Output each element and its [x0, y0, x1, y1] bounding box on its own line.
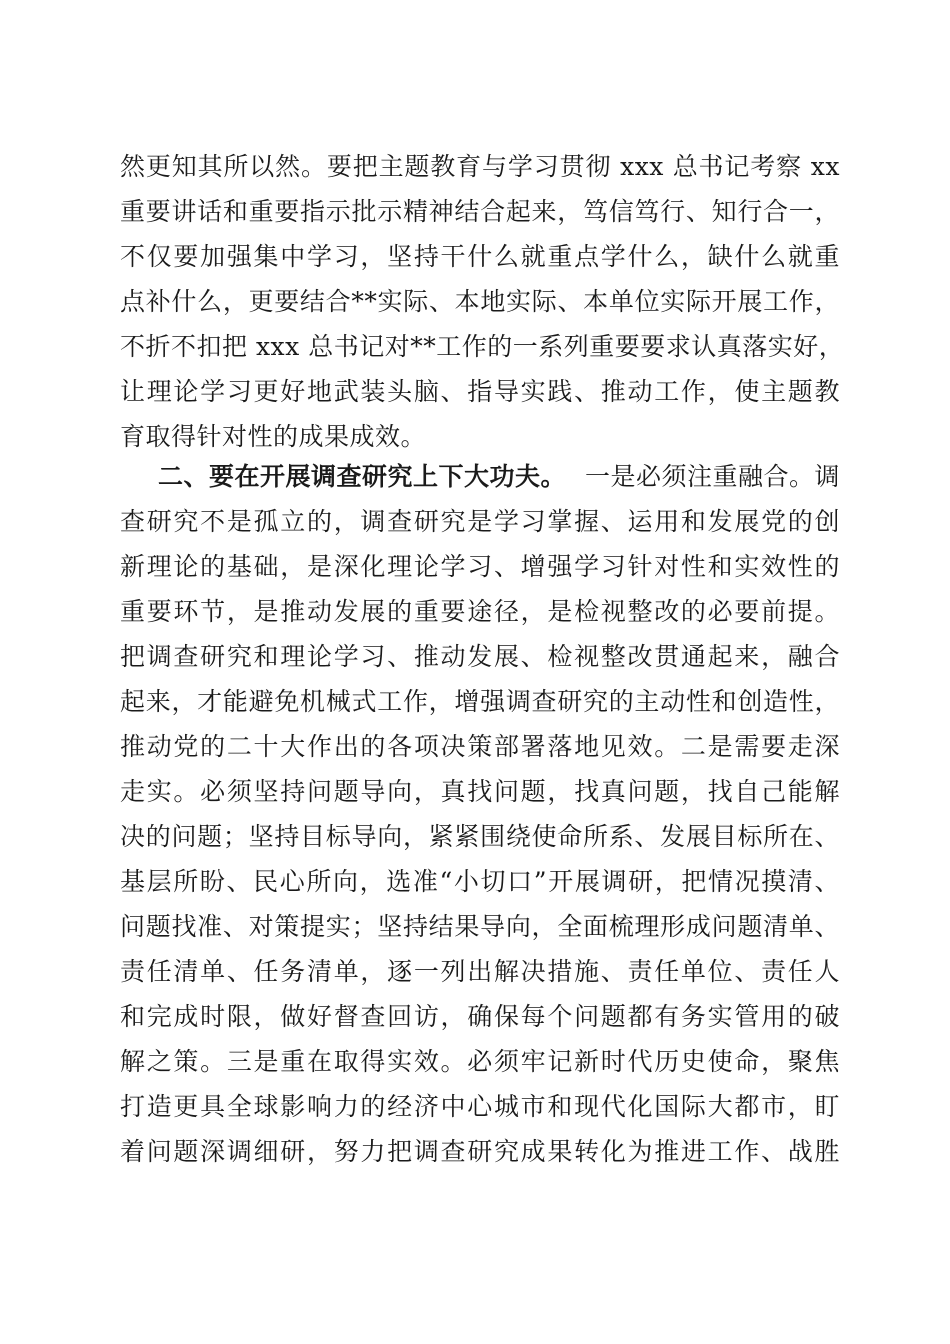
paragraph-2-first-line	[158, 457, 840, 497]
paragraph-2-line-6: 起来，才能避免机械式工作，增强调查研究的主动性和创造性，	[120, 687, 840, 716]
section-heading: 二、要在开展调查研究上下大功夫。	[158, 462, 567, 491]
paragraph-2-line-3: 新理论的基础，是深化理论学习、增强学习针对性和实效性的	[120, 552, 840, 581]
paragraph-2-line-10: 基层所盼、民心所向，选准“小切口”开展调研，把情况摸清、	[120, 867, 840, 896]
paragraph-1-line-2: 重要讲话和重要指示批示精神结合起来，笃信笃行、知行合一，	[120, 197, 840, 226]
paragraph-1-line-6: 让理论学习更好地武装头脑、指导实践、推动工作，使主题教	[120, 377, 840, 406]
paragraph-1-line-5: 不折不扣把 xxx 总书记对**工作的一系列重要要求认真落实好，	[120, 332, 845, 361]
paragraph-1-line-4: 点补什么，更要结合**实际、本地实际、本单位实际开展工作，	[120, 287, 840, 316]
paragraph-1-line-7: 育取得针对性的成果成效。	[120, 422, 427, 451]
paragraph-2-line-8: 走实。必须坚持问题导向，真找问题，找真问题，找自己能解	[120, 777, 840, 806]
paragraph-1-line-3: 不仅要加强集中学习，坚持干什么就重点学什么，缺什么就重	[120, 242, 840, 271]
paragraph-2-line-2: 查研究不是孤立的，调查研究是学习掌握、运用和发展党的创	[120, 507, 840, 536]
paragraph-2-line-9: 决的问题；坚持目标导向，紧紧围绕使命所系、发展目标所在、	[120, 822, 840, 851]
paragraph-2-line-13: 和完成时限，做好督查回访，确保每个问题都有务实管用的破	[120, 1002, 840, 1031]
paragraph-2-line-14: 解之策。三是重在取得实效。必须牢记新时代历史使命，聚焦	[120, 1047, 840, 1076]
paragraph-2-line-15: 打造更具全球影响力的经济中心城市和现代化国际大都市，盯	[120, 1092, 840, 1121]
paragraph-2-first-line-rest: 一是必须注重融合。调	[584, 462, 840, 491]
paragraph-2-line-5: 把调查研究和理论学习、推动发展、检视整改贯通起来，融合	[120, 642, 840, 671]
paragraph-2-line-11: 问题找准、对策提实；坚持结果导向，全面梳理形成问题清单、	[120, 912, 840, 941]
paragraph-2-line-7: 推动党的二十大作出的各项决策部署落地见效。二是需要走深	[120, 732, 840, 761]
paragraph-2-line-4: 重要环节，是推动发展的重要途径，是检视整改的必要前提。	[120, 597, 840, 626]
paragraph-2-line-12: 责任清单、任务清单，逐一列出解决措施、责任单位、责任人	[120, 957, 840, 986]
paragraph-1-line-1: 然更知其所以然。要把主题教育与学习贯彻 xxx 总书记考察 xx	[120, 152, 840, 181]
paragraph-2-line-16: 着问题深调细研，努力把调查研究成果转化为推进工作、战胜	[120, 1137, 840, 1166]
